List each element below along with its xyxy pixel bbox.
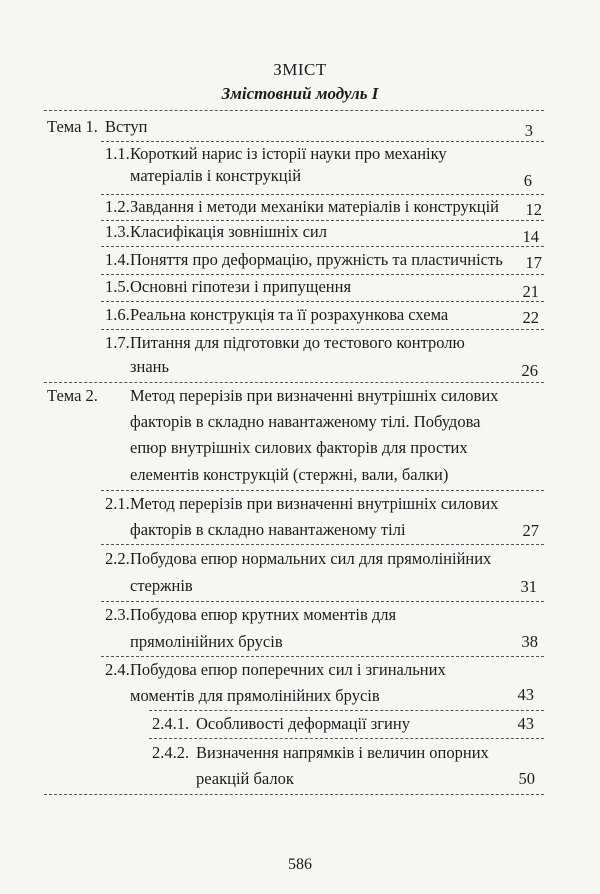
toc-entry-page: 3 <box>524 121 533 140</box>
separator <box>101 274 544 275</box>
page-number: 586 <box>288 856 312 873</box>
toc-entry-number: 2.4.2. <box>152 743 190 762</box>
separator <box>101 544 544 545</box>
toc-entry-page: 14 <box>522 227 539 246</box>
toc-entry-title: Основні гіпотези і припущення <box>130 277 352 296</box>
separator <box>101 329 544 330</box>
toc-entry-page: 38 <box>521 632 538 651</box>
toc-entry-page: 21 <box>522 282 539 301</box>
toc-entry-title: Короткий нарис із історії науки про механіку <box>130 144 447 163</box>
toc-entry-page: 43 <box>517 685 534 704</box>
toc-entry-title: матеріалів і конструкцій <box>130 166 302 185</box>
toc-entry-page: 12 <box>525 200 542 219</box>
toc-entry-page: 27 <box>522 521 539 540</box>
toc-entry-page: 26 <box>521 361 538 380</box>
toc-entry-number: 1.7. <box>105 333 130 352</box>
toc-entry-number: 1.5. <box>105 277 130 296</box>
toc-entry-number: 2.4.1. <box>152 714 190 733</box>
toc-entry-page: 31 <box>520 577 537 596</box>
toc-title: ЗМІСТ <box>273 60 327 79</box>
toc-entry-title: прямолінійних брусів <box>130 632 283 651</box>
toc-entry-title: епюр внутрішніх силових факторів для простих <box>130 438 468 457</box>
separator <box>101 141 544 142</box>
toc-entry-number: 1.4. <box>105 250 130 269</box>
toc-entry-title: Метод перерізів при визначенні внутрішніх силових <box>130 386 499 405</box>
toc-entry-title: факторів в складно навантаженому тілі <box>130 520 406 539</box>
toc-entry-title: Побудова епюр крутних моментів для <box>130 605 397 624</box>
toc-entry-title: елементів конструкцій (стержні, вали, балки) <box>130 465 449 484</box>
toc-entry-page: 17 <box>525 253 542 272</box>
toc-entry-title: моментів для прямолінійних брусів <box>130 686 380 705</box>
toc-entry-number: 2.2. <box>105 549 130 568</box>
module-heading: Змістовний модуль I <box>221 84 379 103</box>
separator <box>101 601 544 602</box>
toc-entry-title: Завдання і методи механіки матеріалів і конструкцій <box>130 197 499 216</box>
toc-entry-number: Тема 2. <box>47 386 98 405</box>
toc-entry-title: Побудова епюр поперечних сил і згинальних <box>130 660 446 679</box>
toc-entry-title: Класифікація зовнішніх сил <box>130 222 327 241</box>
separator <box>44 794 544 795</box>
separator <box>149 710 544 711</box>
toc-entry-page: 22 <box>522 308 539 327</box>
toc-entry-title: Побудова епюр нормальних сил для прямолінійних <box>130 549 492 568</box>
toc-entry-title: Вступ <box>105 117 148 136</box>
separator <box>44 110 544 111</box>
separator <box>101 220 544 221</box>
toc-entry-title: Метод перерізів при визначенні внутрішніх силових <box>130 494 499 513</box>
toc-entry-title: Особливості деформації згину <box>196 714 410 733</box>
toc-entry-number: 1.3. <box>105 222 130 241</box>
toc-entry-title: факторів в складно навантаженому тілі. Побудова <box>130 412 481 431</box>
separator <box>101 194 544 195</box>
toc-entry-title: реакцій балок <box>196 769 294 788</box>
toc-entry-title: Реальна конструкція та її розрахункова схема <box>130 305 449 324</box>
toc-entry-number: 1.2. <box>105 197 130 216</box>
toc-entry-title: Поняття про деформацію, пружність та пластичність <box>130 250 503 269</box>
toc-entry-number: 2.3. <box>105 605 130 624</box>
toc-entry-number: 2.1. <box>105 494 130 513</box>
toc-entry-title: Питання для підготовки до тестового контролю <box>130 333 465 352</box>
toc-entry-number: 2.4. <box>105 660 130 679</box>
separator <box>101 490 544 491</box>
toc-entry-number: 1.6. <box>105 305 130 324</box>
toc-entry-number: 1.1. <box>105 144 130 163</box>
separator <box>101 301 544 302</box>
separator <box>149 738 544 739</box>
toc-entry-title: стержнів <box>130 576 193 595</box>
toc-entry-page: 6 <box>523 171 532 190</box>
toc-entry-number: Тема 1. <box>47 117 98 136</box>
toc-entry-page: 50 <box>518 769 535 788</box>
toc-entry-title: Визначення напрямків і величин опорних <box>196 743 489 762</box>
toc-entry-page: 43 <box>517 714 534 733</box>
separator <box>101 246 544 247</box>
separator <box>101 656 544 657</box>
toc-entry-title: знань <box>130 357 170 376</box>
separator <box>44 382 544 383</box>
